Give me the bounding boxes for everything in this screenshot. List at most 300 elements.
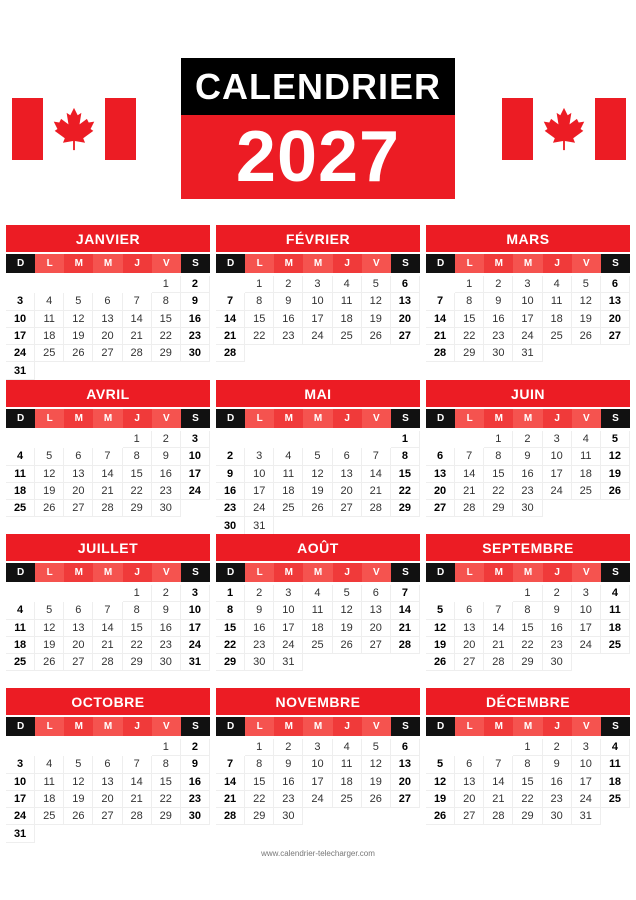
day-cell: 2	[152, 431, 181, 448]
day-cell: 31	[6, 825, 35, 842]
day-cell: 30	[513, 500, 542, 517]
empty-cell	[64, 739, 93, 756]
day-cell: 7	[426, 293, 455, 310]
day-cell: 12	[362, 756, 391, 773]
month-name: OCTOBRE	[6, 688, 210, 715]
day-cell: 6	[93, 756, 122, 773]
weekday-label: M	[303, 254, 332, 273]
weekday-label: S	[391, 409, 420, 428]
day-cell: 21	[93, 483, 122, 500]
day-cell: 16	[274, 774, 303, 791]
day-cell: 3	[6, 756, 35, 773]
weekday-label: D	[216, 409, 245, 428]
weekday-label: M	[64, 409, 93, 428]
day-cell: 8	[123, 602, 152, 619]
empty-cell	[216, 276, 245, 293]
day-cell: 9	[181, 756, 210, 773]
weekday-label: M	[303, 409, 332, 428]
day-cell: 22	[484, 483, 513, 500]
calendar-title: CALENDRIER	[181, 58, 455, 115]
empty-cell	[93, 739, 122, 756]
weekday-label: L	[35, 254, 64, 273]
day-cell: 22	[123, 483, 152, 500]
day-cell: 27	[601, 328, 630, 345]
empty-cell	[455, 431, 484, 448]
day-cell: 1	[513, 585, 542, 602]
day-cell: 22	[513, 637, 542, 654]
weekday-label: M	[64, 563, 93, 582]
day-cell: 1	[152, 739, 181, 756]
day-cell: 2	[216, 448, 245, 465]
day-cell: 28	[123, 345, 152, 362]
title-block	[181, 58, 455, 199]
weekday-label: L	[245, 254, 274, 273]
day-cell: 23	[543, 791, 572, 808]
day-cell: 6	[333, 448, 362, 465]
day-cell: 10	[6, 311, 35, 328]
day-cell: 18	[333, 774, 362, 791]
weekday-label: D	[6, 409, 35, 428]
day-cell: 21	[455, 483, 484, 500]
day-cell: 21	[484, 637, 513, 654]
day-cell: 7	[216, 756, 245, 773]
weekday-label: J	[543, 254, 572, 273]
weekday-label: L	[455, 563, 484, 582]
day-cell: 18	[6, 483, 35, 500]
day-cell: 3	[303, 739, 332, 756]
day-cell: 26	[572, 328, 601, 345]
day-grid	[426, 276, 630, 362]
day-cell: 22	[513, 791, 542, 808]
day-cell: 22	[152, 791, 181, 808]
weekday-header	[426, 254, 630, 273]
weekday-label: S	[601, 254, 630, 273]
day-cell: 9	[274, 293, 303, 310]
day-cell: 19	[426, 791, 455, 808]
day-cell: 15	[484, 466, 513, 483]
day-cell: 27	[426, 500, 455, 517]
day-cell: 31	[6, 362, 35, 379]
weekday-label: S	[391, 254, 420, 273]
day-cell: 12	[64, 774, 93, 791]
day-cell: 8	[152, 756, 181, 773]
day-cell: 19	[35, 637, 64, 654]
weekday-label: M	[274, 563, 303, 582]
day-cell: 11	[572, 448, 601, 465]
day-cell: 26	[64, 345, 93, 362]
month-name: SEPTEMBRE	[426, 534, 630, 561]
day-cell: 18	[543, 311, 572, 328]
day-cell: 29	[216, 654, 245, 671]
day-cell: 2	[484, 276, 513, 293]
weekday-label: J	[333, 409, 362, 428]
month-block	[216, 688, 420, 825]
day-cell: 3	[303, 276, 332, 293]
weekday-label: V	[152, 717, 181, 736]
day-cell: 4	[601, 585, 630, 602]
day-cell: 15	[391, 466, 420, 483]
day-cell: 5	[64, 756, 93, 773]
weekday-label: J	[333, 717, 362, 736]
empty-cell	[35, 739, 64, 756]
month-name: MARS	[426, 225, 630, 252]
day-cell: 25	[333, 328, 362, 345]
day-cell: 30	[543, 808, 572, 825]
day-cell: 19	[333, 620, 362, 637]
month-name: JUIN	[426, 380, 630, 407]
day-cell: 30	[245, 654, 274, 671]
day-cell: 11	[6, 466, 35, 483]
day-cell: 14	[123, 311, 152, 328]
day-cell: 23	[245, 637, 274, 654]
day-cell: 22	[455, 328, 484, 345]
day-cell: 8	[245, 293, 274, 310]
day-cell: 26	[35, 500, 64, 517]
day-cell: 2	[181, 739, 210, 756]
day-cell: 1	[245, 739, 274, 756]
month-name: MAI	[216, 380, 420, 407]
day-cell: 9	[513, 448, 542, 465]
day-cell: 23	[181, 791, 210, 808]
day-grid	[6, 431, 210, 517]
day-cell: 5	[426, 602, 455, 619]
empty-cell	[333, 431, 362, 448]
day-cell: 8	[245, 756, 274, 773]
month-block	[6, 380, 210, 517]
day-cell: 17	[303, 774, 332, 791]
day-cell: 31	[274, 654, 303, 671]
day-cell: 16	[274, 311, 303, 328]
day-cell: 16	[181, 311, 210, 328]
day-cell: 20	[455, 791, 484, 808]
day-cell: 27	[93, 808, 122, 825]
day-cell: 6	[391, 276, 420, 293]
weekday-label: L	[455, 254, 484, 273]
day-cell: 13	[64, 466, 93, 483]
day-cell: 9	[274, 756, 303, 773]
day-cell: 6	[455, 602, 484, 619]
day-cell: 11	[601, 602, 630, 619]
weekday-label: M	[93, 563, 122, 582]
day-cell: 5	[362, 276, 391, 293]
day-cell: 29	[455, 345, 484, 362]
day-cell: 29	[152, 345, 181, 362]
day-grid	[426, 431, 630, 517]
day-cell: 12	[333, 602, 362, 619]
day-cell: 17	[181, 466, 210, 483]
empty-cell	[93, 276, 122, 293]
weekday-label: V	[362, 717, 391, 736]
day-cell: 16	[181, 774, 210, 791]
day-cell: 1	[152, 276, 181, 293]
day-cell: 15	[216, 620, 245, 637]
month-block	[426, 688, 630, 825]
weekday-label: D	[216, 563, 245, 582]
day-cell: 10	[181, 602, 210, 619]
day-cell: 25	[333, 791, 362, 808]
day-cell: 31	[181, 654, 210, 671]
day-cell: 1	[391, 431, 420, 448]
day-cell: 2	[152, 585, 181, 602]
day-cell: 8	[513, 602, 542, 619]
day-cell: 11	[35, 311, 64, 328]
day-cell: 24	[572, 791, 601, 808]
day-cell: 8	[513, 756, 542, 773]
day-cell: 12	[601, 448, 630, 465]
weekday-header	[216, 409, 420, 428]
day-cell: 4	[601, 739, 630, 756]
day-cell: 20	[333, 483, 362, 500]
day-cell: 7	[123, 756, 152, 773]
day-cell: 16	[543, 620, 572, 637]
day-cell: 18	[35, 328, 64, 345]
day-cell: 15	[245, 774, 274, 791]
weekday-label: S	[601, 563, 630, 582]
weekday-label: L	[245, 717, 274, 736]
day-cell: 9	[152, 448, 181, 465]
day-cell: 3	[274, 585, 303, 602]
day-cell: 17	[572, 774, 601, 791]
month-block	[6, 688, 210, 843]
day-cell: 5	[303, 448, 332, 465]
weekday-label: V	[152, 254, 181, 273]
day-cell: 24	[6, 808, 35, 825]
day-cell: 1	[455, 276, 484, 293]
day-cell: 24	[181, 637, 210, 654]
day-cell: 14	[426, 311, 455, 328]
weekday-label: M	[93, 409, 122, 428]
weekday-label: J	[333, 563, 362, 582]
day-cell: 20	[64, 483, 93, 500]
day-cell: 20	[391, 774, 420, 791]
day-cell: 1	[216, 585, 245, 602]
day-cell: 10	[543, 448, 572, 465]
day-cell: 25	[601, 637, 630, 654]
weekday-label: L	[455, 717, 484, 736]
day-cell: 26	[64, 808, 93, 825]
day-cell: 25	[572, 483, 601, 500]
day-grid	[426, 585, 630, 671]
weekday-label: D	[216, 254, 245, 273]
day-cell: 26	[362, 791, 391, 808]
day-grid	[216, 585, 420, 671]
day-cell: 19	[426, 637, 455, 654]
day-cell: 18	[35, 791, 64, 808]
month-block	[6, 225, 210, 380]
day-cell: 17	[513, 311, 542, 328]
day-cell: 22	[216, 637, 245, 654]
day-cell: 12	[572, 293, 601, 310]
day-cell: 6	[64, 602, 93, 619]
day-cell: 27	[455, 808, 484, 825]
footer-url: www.calendrier-telecharger.com	[261, 849, 375, 858]
weekday-label: V	[362, 254, 391, 273]
day-cell: 7	[362, 448, 391, 465]
weekday-label: M	[274, 254, 303, 273]
day-cell: 4	[572, 431, 601, 448]
weekday-label: D	[426, 254, 455, 273]
weekday-label: L	[455, 409, 484, 428]
weekday-label: M	[64, 717, 93, 736]
day-cell: 7	[93, 602, 122, 619]
day-cell: 16	[543, 774, 572, 791]
day-cell: 20	[362, 620, 391, 637]
month-block	[6, 534, 210, 671]
weekday-header	[216, 254, 420, 273]
day-cell: 25	[543, 328, 572, 345]
day-cell: 30	[181, 345, 210, 362]
empty-cell	[455, 585, 484, 602]
day-cell: 28	[216, 808, 245, 825]
day-cell: 16	[216, 483, 245, 500]
day-cell: 27	[93, 345, 122, 362]
day-cell: 11	[601, 756, 630, 773]
day-cell: 9	[216, 466, 245, 483]
day-cell: 14	[362, 466, 391, 483]
empty-cell	[6, 431, 35, 448]
day-cell: 13	[333, 466, 362, 483]
weekday-label: V	[152, 563, 181, 582]
day-cell: 25	[6, 654, 35, 671]
day-cell: 10	[245, 466, 274, 483]
day-cell: 12	[35, 620, 64, 637]
day-cell: 1	[123, 431, 152, 448]
day-cell: 3	[572, 585, 601, 602]
day-cell: 13	[455, 620, 484, 637]
day-cell: 19	[572, 311, 601, 328]
weekday-label: V	[572, 254, 601, 273]
day-cell: 24	[513, 328, 542, 345]
day-cell: 14	[93, 466, 122, 483]
day-cell: 17	[6, 328, 35, 345]
day-cell: 15	[123, 466, 152, 483]
day-cell: 11	[543, 293, 572, 310]
day-cell: 22	[123, 637, 152, 654]
day-cell: 20	[64, 637, 93, 654]
day-cell: 11	[333, 293, 362, 310]
weekday-label: D	[6, 563, 35, 582]
day-cell: 19	[362, 311, 391, 328]
day-cell: 2	[274, 276, 303, 293]
day-cell: 14	[93, 620, 122, 637]
day-cell: 17	[274, 620, 303, 637]
day-cell: 17	[303, 311, 332, 328]
day-cell: 2	[181, 276, 210, 293]
day-cell: 29	[152, 808, 181, 825]
weekday-label: S	[601, 717, 630, 736]
day-cell: 30	[543, 654, 572, 671]
weekday-label: D	[6, 717, 35, 736]
day-cell: 26	[35, 654, 64, 671]
day-cell: 29	[513, 654, 542, 671]
day-cell: 5	[64, 293, 93, 310]
month-name: AOÛT	[216, 534, 420, 561]
day-cell: 9	[484, 293, 513, 310]
day-cell: 3	[572, 739, 601, 756]
month-name: JANVIER	[6, 225, 210, 252]
day-cell: 17	[572, 620, 601, 637]
weekday-label: D	[6, 254, 35, 273]
weekday-label: L	[245, 563, 274, 582]
day-cell: 28	[216, 345, 245, 362]
day-cell: 4	[543, 276, 572, 293]
empty-cell	[123, 276, 152, 293]
day-cell: 16	[245, 620, 274, 637]
day-cell: 24	[245, 500, 274, 517]
day-cell: 24	[6, 345, 35, 362]
day-cell: 23	[543, 637, 572, 654]
empty-cell	[6, 276, 35, 293]
day-cell: 16	[484, 311, 513, 328]
day-cell: 13	[93, 774, 122, 791]
day-cell: 26	[303, 500, 332, 517]
empty-cell	[35, 431, 64, 448]
month-block	[216, 225, 420, 362]
day-cell: 5	[333, 585, 362, 602]
weekday-label: S	[181, 254, 210, 273]
day-cell: 25	[601, 791, 630, 808]
day-cell: 10	[6, 774, 35, 791]
day-cell: 20	[93, 791, 122, 808]
weekday-label: D	[216, 717, 245, 736]
empty-cell	[35, 585, 64, 602]
weekday-label: V	[152, 409, 181, 428]
day-cell: 4	[303, 585, 332, 602]
day-cell: 22	[391, 483, 420, 500]
day-cell: 2	[274, 739, 303, 756]
month-block	[426, 534, 630, 671]
day-cell: 29	[513, 808, 542, 825]
day-cell: 9	[543, 602, 572, 619]
weekday-label: J	[123, 254, 152, 273]
day-grid	[216, 276, 420, 362]
day-cell: 23	[274, 791, 303, 808]
day-cell: 20	[601, 311, 630, 328]
day-cell: 30	[181, 808, 210, 825]
day-cell: 3	[245, 448, 274, 465]
day-cell: 5	[35, 602, 64, 619]
day-cell: 6	[455, 756, 484, 773]
day-cell: 8	[391, 448, 420, 465]
weekday-header	[6, 254, 210, 273]
day-cell: 15	[152, 774, 181, 791]
weekday-label: V	[572, 409, 601, 428]
empty-cell	[362, 431, 391, 448]
day-cell: 14	[484, 774, 513, 791]
weekday-label: V	[572, 563, 601, 582]
day-cell: 27	[64, 654, 93, 671]
day-cell: 15	[245, 311, 274, 328]
weekday-label: J	[123, 717, 152, 736]
day-cell: 29	[123, 500, 152, 517]
day-cell: 26	[426, 808, 455, 825]
weekday-label: J	[333, 254, 362, 273]
day-cell: 12	[35, 466, 64, 483]
weekday-label: V	[572, 717, 601, 736]
day-cell: 10	[181, 448, 210, 465]
day-cell: 20	[93, 328, 122, 345]
weekday-label: M	[484, 717, 513, 736]
day-cell: 21	[426, 328, 455, 345]
weekday-label: S	[391, 717, 420, 736]
day-cell: 28	[93, 500, 122, 517]
weekday-label: L	[245, 409, 274, 428]
day-cell: 29	[391, 500, 420, 517]
day-cell: 15	[152, 311, 181, 328]
day-cell: 9	[181, 293, 210, 310]
day-grid	[6, 276, 210, 380]
weekday-label: L	[35, 409, 64, 428]
